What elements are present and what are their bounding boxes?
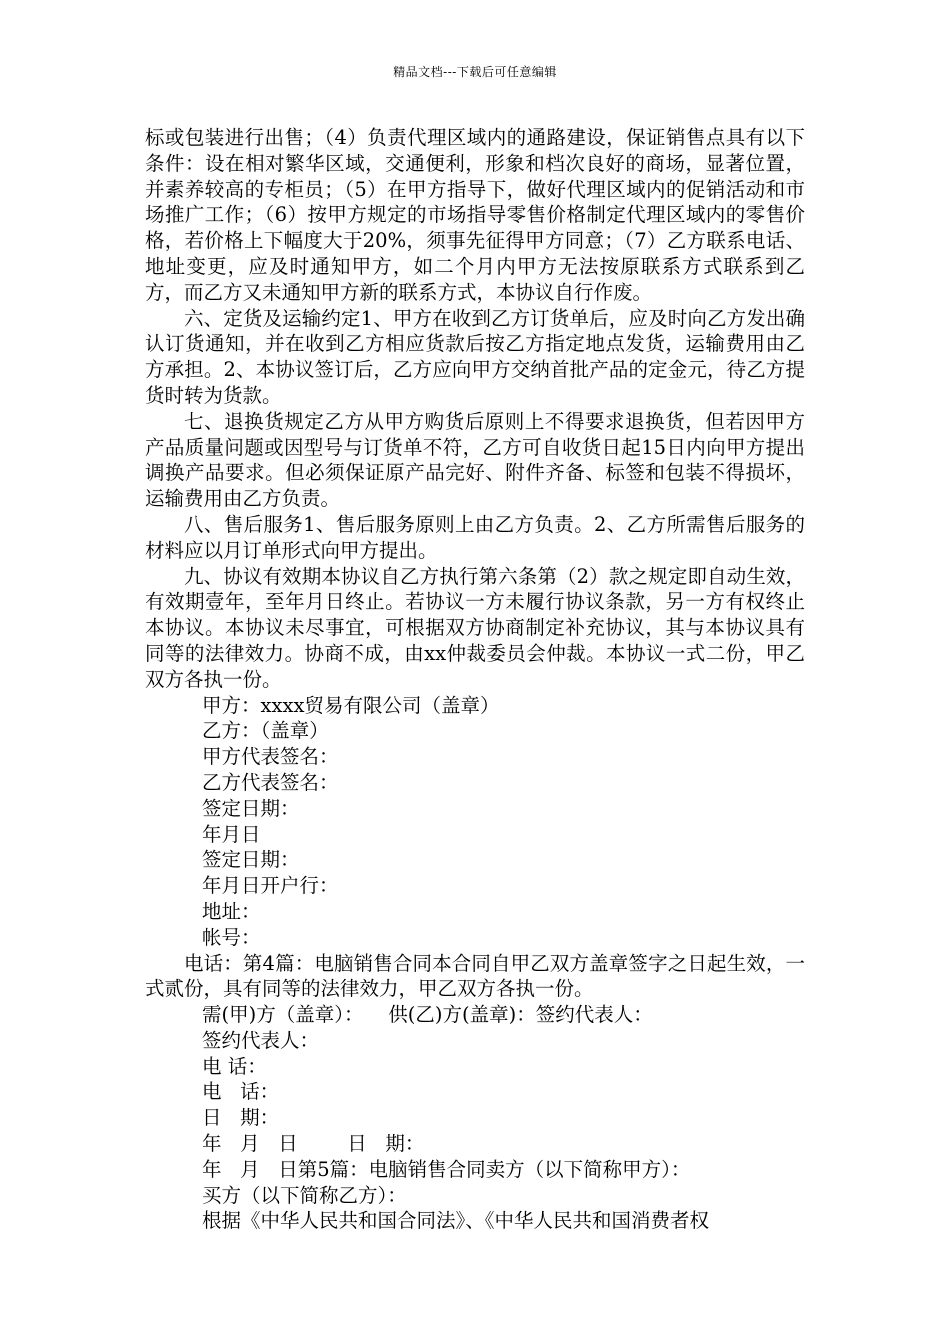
signature-line-party-a: 甲方：xxxx贸易有限公司（盖章）	[202, 693, 500, 717]
paragraph-contract-4: 电话：第4篇：电脑销售合同本合同自甲乙双方盖章签字之日起生效，一式贰份，具有同等的法律效力，甲乙双方各执一份。	[145, 951, 805, 1001]
buyer-line: 买方（以下简称乙方）：	[202, 1183, 407, 1207]
date-line-b: 日 期：	[202, 1106, 280, 1130]
signing-date-line-2: 签定日期：	[202, 848, 300, 872]
ymd-date-line: 年 月 日 日 期：	[202, 1132, 425, 1156]
paragraph-continuation: 标或包装进行出售；（4）负责代理区域内的通路建设，保证销售点具有以下条件：设在相对繁华区域，交通便利，形象和档次良好的商场，显著位置，并素养较高的专柜员；（5）在甲方指导下，做好代理区域内的促销活动和市场推广工作；（6）按甲方规定的市场指导零售价格制定代理区域内的零售价格，若价格上下幅度大于20%，须事先征得甲方同意；（7）乙方联系电话、地址变更，应及时通知甲方，如二个月内甲方无法按原联系方式联系到乙方，而乙方又未通知甲方新的联系方式，本协议自行作废。	[145, 126, 805, 304]
contract-5-line: 年 月 日第5篇：电脑销售合同卖方（以下简称甲方）：	[202, 1157, 691, 1181]
paragraph-section-8: 八、售后服务1、售后服务原则上由乙方负责。2、乙方所需售后服务的材料应以月订单形式向甲方提出。	[145, 512, 805, 562]
phone-line-1: 电 话：	[202, 1054, 267, 1078]
phone-line-2: 电 话：	[202, 1080, 280, 1104]
signature-line-rep-b: 乙方代表签名：	[202, 770, 339, 794]
law-reference-line: 根据《中华人民共和国合同法》、《中华人民共和国消费者权	[202, 1209, 710, 1233]
rep-line: 签约代表人：	[202, 1028, 320, 1052]
account-line: 帐号：	[202, 925, 261, 949]
date-line: 年月日	[202, 822, 261, 846]
page-header: 精品文档---下载后可任意编辑	[393, 65, 557, 79]
signature-line-rep-a: 甲方代表签名：	[202, 745, 339, 769]
paragraph-section-6: 六、定货及运输约定1、甲方在收到乙方订货单后，应及时向乙方发出确认订货通知，并在收到乙方相应货款后按乙方指定地点发货，运输费用由乙方承担。2、本协议签订后，乙方应向甲方交纳首批产品的定金元，待乙方提货时转为货款。	[145, 306, 805, 407]
paragraph-section-7: 七、退换货规定乙方从甲方购货后原则上不得要求退换货，但若因甲方产品质量问题或因型号与订货单不符，乙方可自收货日起15日内向甲方提出调换产品要求。但必须保证原产品完好、附件齐备、标签和包装不得损坏，运输费用由乙方负责。	[145, 409, 805, 511]
signing-date-line: 签定日期：	[202, 796, 300, 820]
bank-line: 年月日开户行：	[202, 874, 339, 898]
document-body	[145, 125, 805, 1234]
paragraph-section-9: 九、协议有效期本协议自乙方执行第六条第（2）款之规定即自动生效，有效期壹年，至年月日终止。若协议一方未履行协议条款，另一方有权终止本协议。本协议未尽事宜，可根据双方协商制定补充协议，其与本协议具有同等的法律效力。协商不成，由xx仲裁委员会仲裁。本协议一式二份，甲乙双方各执一份。	[145, 564, 805, 691]
buyer-seller-line: 需(甲)方（盖章）： 供(乙)方(盖章)：签约代表人：	[202, 1003, 653, 1027]
address-line: 地址：	[202, 899, 261, 923]
signature-line-party-b: 乙方：（盖章）	[202, 719, 329, 743]
